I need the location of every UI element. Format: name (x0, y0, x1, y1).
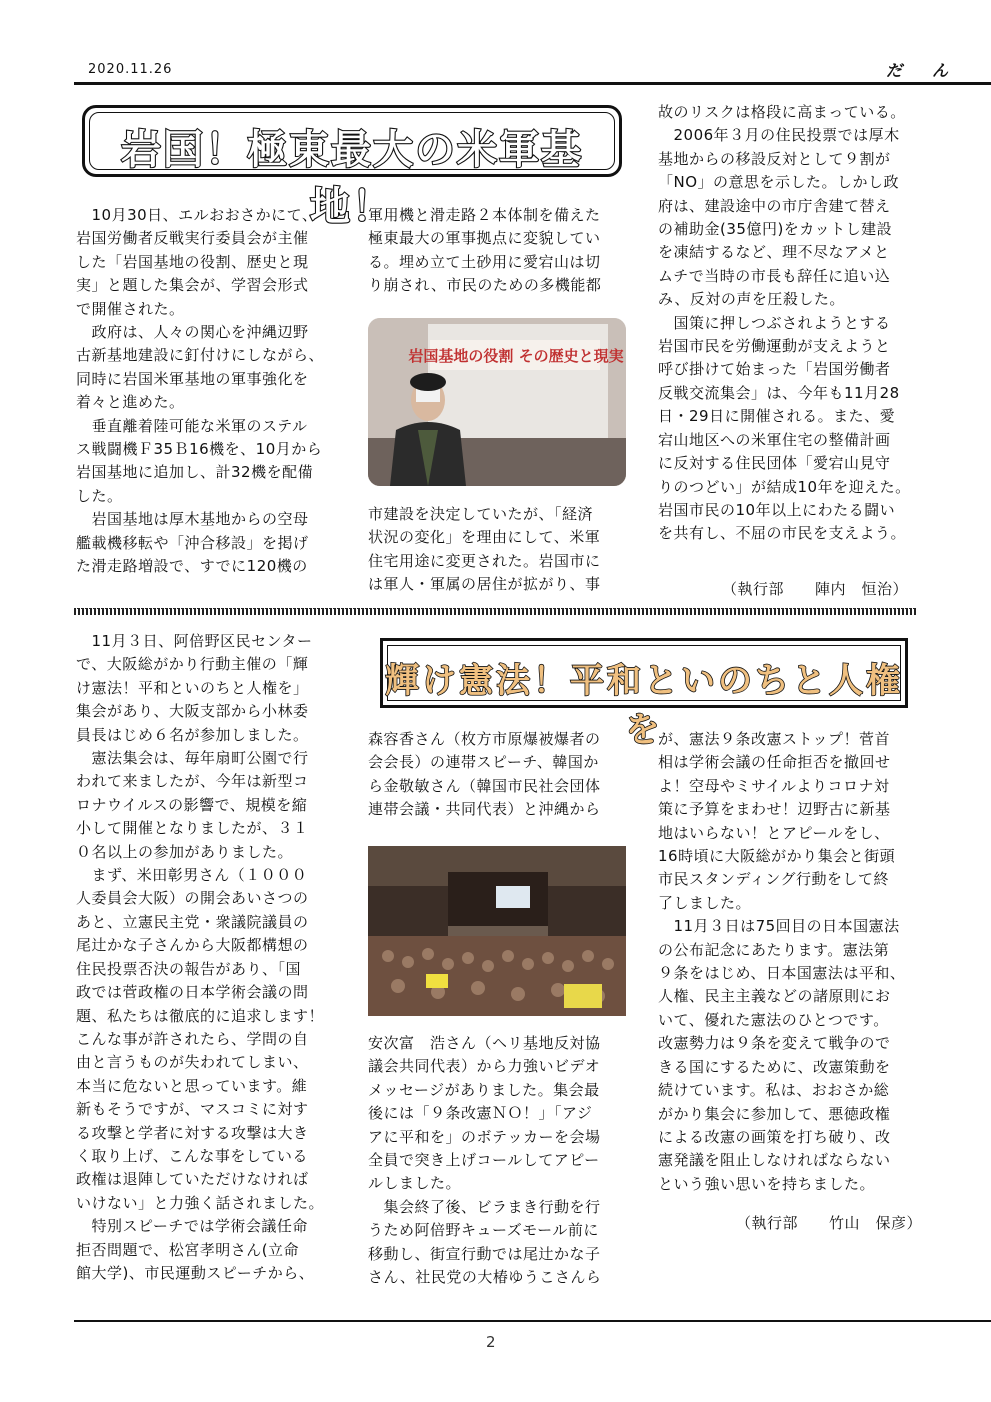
header-date: 2020.11.26 (88, 62, 173, 77)
article2-signature: （執行部 竹山 保彦） (736, 1214, 923, 1232)
article1-photo (368, 318, 626, 486)
speaker-photo (368, 318, 626, 486)
newsletter-name: だん (886, 61, 979, 80)
article1-title: 岩国！極東最大の米軍基地！ (121, 127, 583, 230)
header-rule (74, 82, 991, 85)
footer-rule (74, 1320, 991, 1322)
article1-column3: 故のリスクは格段に高まっている。 2006年３月の住民投票では厚木 基地からの移設反対として９割が 「NO」の意思を示した。しかし政 府は、建設途中の市庁舎建て替え の補助金(35億円)をカットし建設 を凍結するなど、理不尽なアメと ムチで当時の市長も辞任に追い込 み、反対の声を圧殺した。 国策に押しつぶされようとする 岩国市民を労働運動が支えようと 呼び掛けて始まった「岩国労働者 反戦交流集会」は、今年も11月28 日・29日に開催される。また、愛 宕山地区への米軍住宅の整備計画 に反対する住民団体「愛宕山見守 りのつどい」が結成10年を迎えた。 岩国市民の10年以上にわたる闘い を共有し、不屈の市民を支えよう。 (658, 103, 911, 543)
article1-column2-top: 軍用機と滑走路２本体制を備えた 極東最大の軍事拠点に変貌してい る。埋め立て土砂用に愛宕山は切 り崩され、市民のための多機能都 (368, 206, 602, 295)
article2-column2-bottom: 安次富 浩さん（ヘリ基地反対協 議会共同代表）から力強いビデオ メッセージがありました。集会最 後には「９条改憲ＮＯ！」「アジ アに平和を」のボテッカーを会場 全員で突き上げコールしてアピー ルしました。 集会終了後、ビラまき行動を行 うため阿倍野キューズモール前に 移動し、街宣行動では尾辻かな子 さん、社民党の大椿ゆうこさんら (368, 1034, 602, 1287)
article2-title-box (380, 638, 908, 750)
article1-title-box (82, 105, 622, 230)
article2-column1: 11月３日、阿倍野区民センター で、大阪総がかり行動主催の「輝 け憲法！平和といのちと人権を」 集会があり、大阪支部から小林委 員長はじめ６名が参加しました。 憲法集会は、毎年扇町公園で行 われて来ましたが、今年は新型コ ロナウイルスの影響で、規模を縮 小して開催となりましたが、３１ ０名以上の参加がありました。 まず、米田彰男さん（１０００ 人委員会大阪）の開会あいさつの あと、立憲民主党・衆議院議員の 尾辻かな子さんから大阪都構想の 住民投票否決の報告があり、「国 政では菅政権の日本学術会議の問 題、私たちは徹底的に追求します！ こんな事が許されたら、学問の自 由と言うものが失われてしまい、 本当に危ないと思っています。維 新もそうですが、マスコミに対す る攻撃と学者に対する攻撃は大き く取り上げ、こんな事をしている 政権は退陣していただけなければ いけない」と力強く話されました。 特別スピーチでは学術会議任命 拒否問題で、松宮孝明さん(立命 館大学)、市民運動スピーチから、 (76, 632, 325, 1282)
section-divider (74, 608, 916, 615)
article2-photo (368, 846, 626, 1016)
article2-column3: が、憲法９条改憲ストップ！菅首 相は学術会議の任命拒否を撤回せ よ！空母やミサイルよりコロナ対 策に予算をまわせ！辺野古に新基 地はいらない！とアピールをし、 16時頃に大阪総がかり集会と街頭 市民スタンディング行動をして終 了しました。 11月３日は75回目の日本国憲法 の公布記念にあたります。憲法第 ９条をはじめ、日本国憲法は平和、 人権、民主主義などの諸原則にお いて、優れた憲法のひとつです。 改憲勢力は９条を変えて戦争ので きる国にするために、改憲策動を 続けています。私は、おおさか総 がかり集会に参加して、悪徳政権 による改憲の画策を打ち破り、改 憲発議を阻止しなければならない という強い思いを持ちました。 (658, 730, 906, 1193)
article1-column2-bottom: 市建設を決定していたが、「経済 状況の変化」を理由にして、米軍 住宅用途に変更された。岩国市に は軍人・軍属の居住が拡がり、事 (368, 505, 601, 594)
page-number: 2 (486, 1333, 496, 1351)
article2-column2-top: 森容香さん（枚方市原爆被爆者の 会会長）の連帯スピーチ、韓国か ら金敬敏さん（韓国市民社会団体 連帯会議・共同代表）と沖縄から (368, 730, 601, 819)
article1-column1: 10月30日、エルおおさかにて、 岩国労働者反戦実行委員会が主催 した「岩国基地の役割、歴史と現 実」と題した集会が、学習会形式 で開催された。 政府は、人々の関心を沖縄辺野 古新基地建設に釘付けにしながら、 同時に岩国米軍基地の軍事強化を 着々と進めた。 垂直離着陸可能な米軍のステル ス戦闘機Ｆ35Ｂ16機を、10月から 岩国基地に追加し、計32機を配備 した。 岩国基地は厚木基地からの空母 艦載機移転や「沖合移設」を掲げ た滑走路増設で、すでに120機の (76, 206, 325, 576)
article2-title: 輝け憲法！平和といのちと人権を (385, 661, 903, 750)
rally-hall-photo (368, 846, 626, 1016)
article1-signature: （執行部 陣内 恒治） (722, 580, 909, 598)
photo-banner-text: 岩国基地の役割 その歴史と現実 (408, 347, 624, 365)
